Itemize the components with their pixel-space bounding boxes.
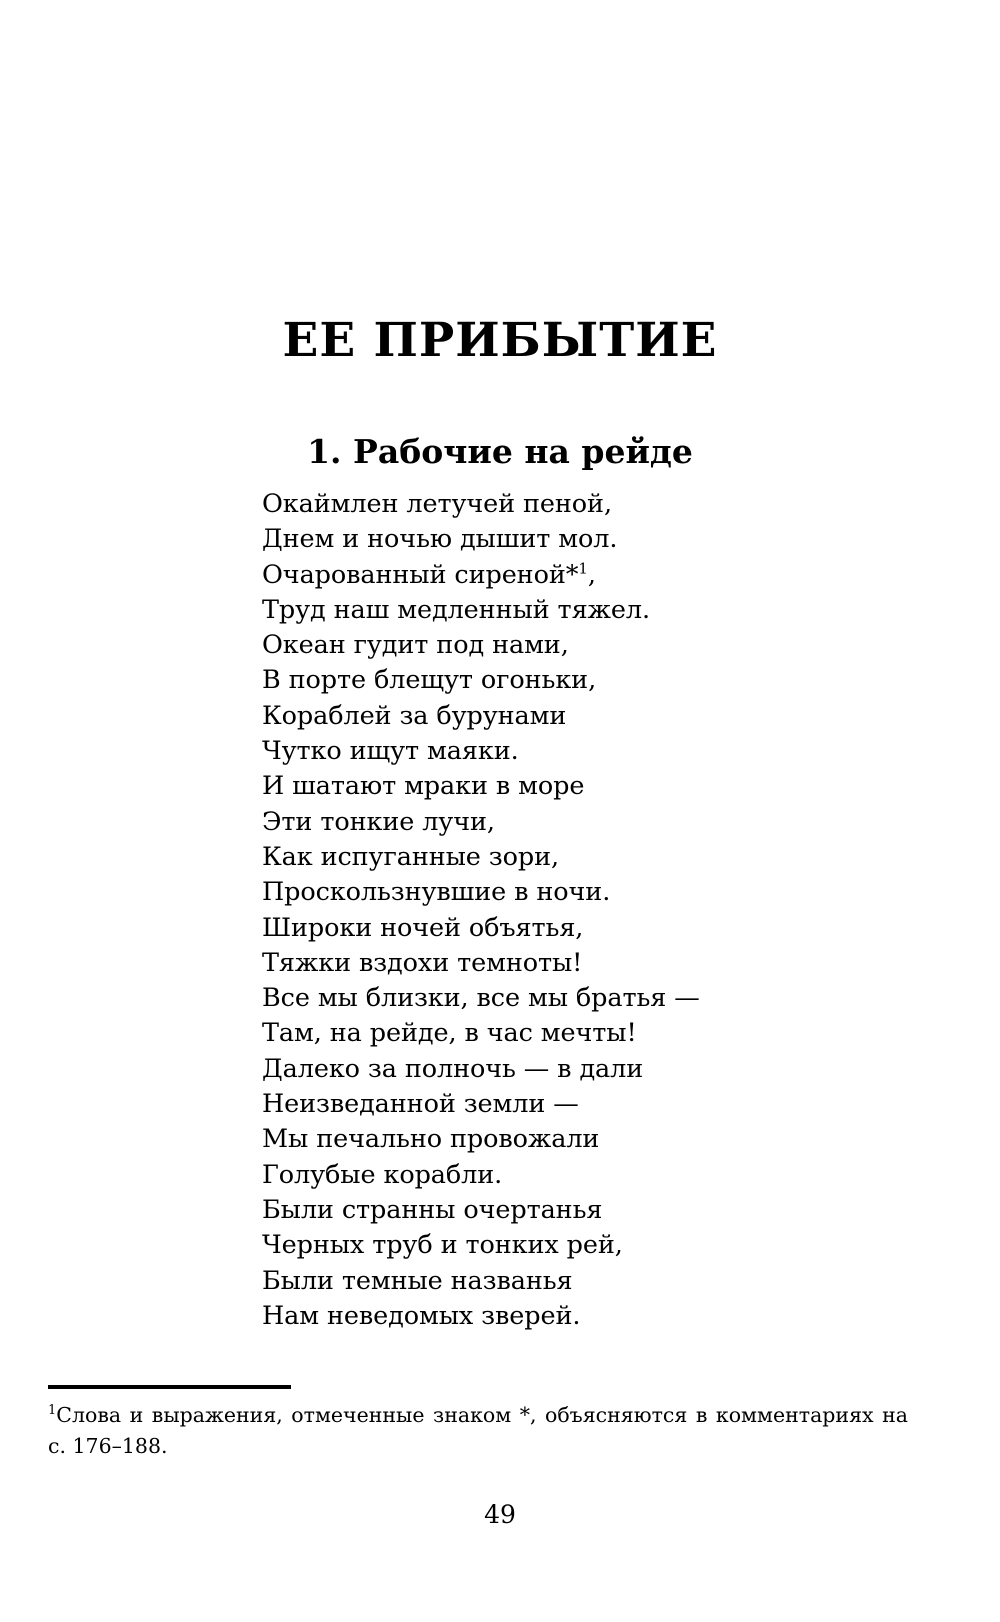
footnote-divider bbox=[48, 1385, 291, 1389]
poem-line: Нам неведомых зверей. bbox=[262, 1300, 581, 1331]
poem-line: Все мы близки, все мы братья — bbox=[262, 983, 700, 1014]
poem-line-tail: , bbox=[587, 559, 596, 590]
poem-line: Широки ночей объятья, bbox=[262, 912, 584, 943]
poem-line: Голубые корабли. bbox=[262, 1159, 503, 1190]
poem-line: Тяжки вздохи темноты! bbox=[262, 947, 583, 978]
poem-line: Труд наш медленный тяжел. bbox=[262, 594, 651, 625]
poem-line-text: Очарованный сиреной* bbox=[262, 559, 579, 590]
poem-subtitle: 1. Рабочие на рейде bbox=[307, 432, 693, 472]
poem-line: Мы печально провожали bbox=[262, 1124, 600, 1155]
poem-line: Были темные названья bbox=[262, 1265, 573, 1296]
page-number: 49 bbox=[484, 1500, 516, 1529]
poem-line: И шатают мраки в море bbox=[262, 771, 585, 802]
page-title: ЕЕ ПРИБЫТИЕ bbox=[282, 313, 718, 369]
poem-line: Проскользнувшие в ночи. bbox=[262, 877, 611, 908]
poem-line: Как испуганные зори, bbox=[262, 841, 559, 872]
poem-line-with-footnote bbox=[262, 558, 902, 593]
poem-line: Неизведанной земли — bbox=[262, 1089, 579, 1120]
footnote-marker: 1 bbox=[48, 1403, 57, 1419]
poem-line: Там, на рейде, в час мечты! bbox=[262, 1018, 637, 1049]
poem-line: В порте блещут огоньки, bbox=[262, 665, 597, 696]
footnote bbox=[48, 1400, 908, 1462]
poem-line: Далеко за полночь — в дали bbox=[262, 1053, 644, 1084]
poem-body bbox=[262, 487, 902, 1334]
poem-line: Окаймлен летучей пеной, bbox=[262, 489, 612, 519]
poem-line: Были странны очертанья bbox=[262, 1194, 603, 1225]
poem-line: Днем и ночью дышит мол. bbox=[262, 524, 618, 555]
footnote-reference-marker: 1 bbox=[578, 559, 588, 578]
poem-line: Эти тонкие лучи, bbox=[262, 806, 495, 837]
poem-line: Океан гудит под нами, bbox=[262, 630, 569, 661]
poem-line: Черных труб и тонких рей, bbox=[262, 1230, 623, 1261]
poem-line: Кораблей за бурунами bbox=[262, 700, 567, 731]
footnote-text: Слова и выражения, отмеченные знаком *, объясняются в комментариях на с. 176–188. bbox=[48, 1403, 908, 1458]
poem-line: Чутко ищут маяки. bbox=[262, 736, 519, 767]
